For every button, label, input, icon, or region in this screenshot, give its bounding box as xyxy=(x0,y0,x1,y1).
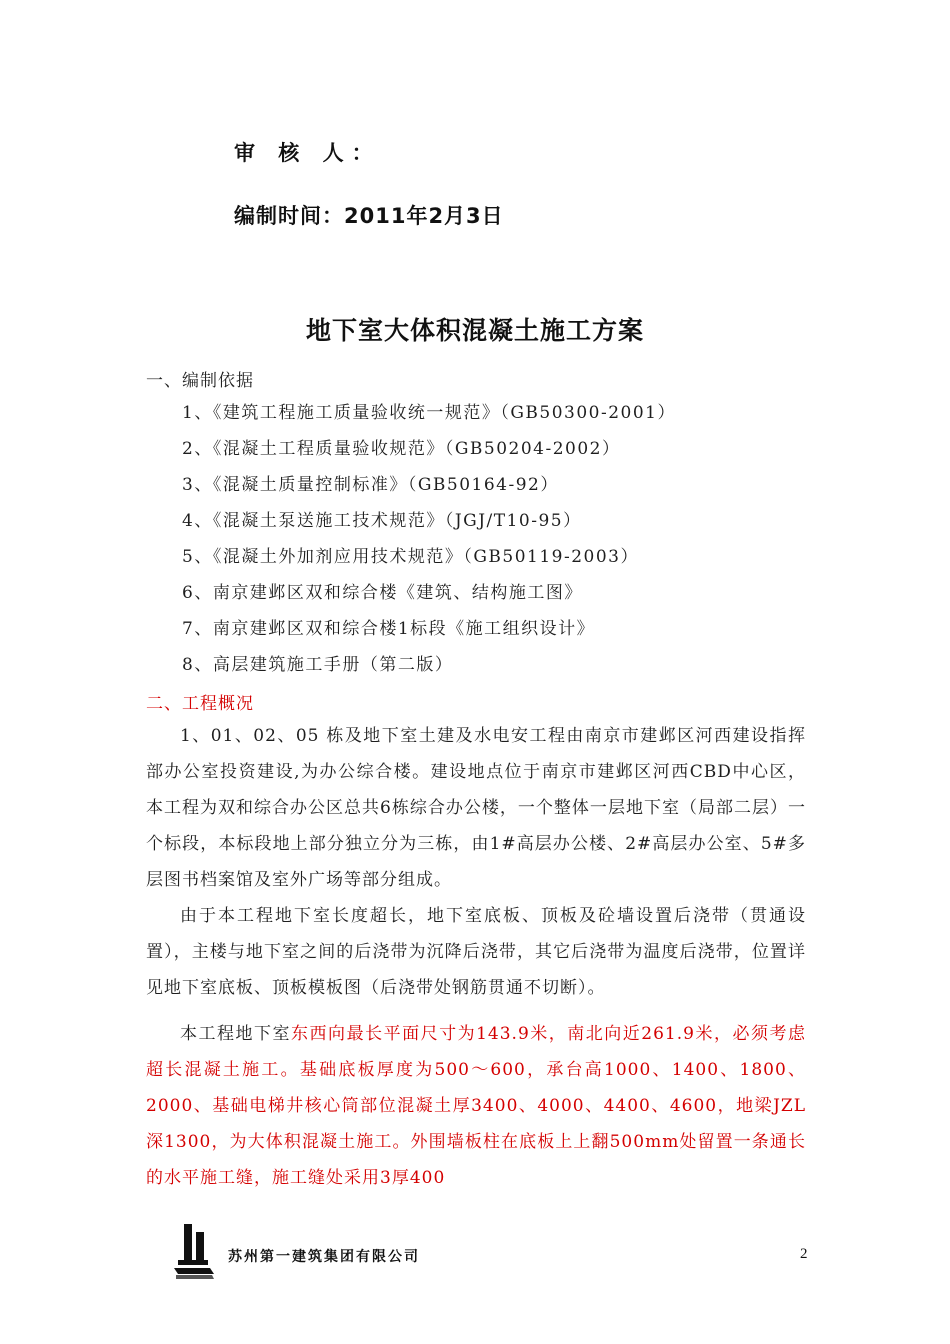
compile-date-label: 编制时间：2011年2月3日 xyxy=(234,204,504,228)
company-logo-icon xyxy=(172,1222,216,1280)
page-number: 2 xyxy=(800,1246,808,1262)
list-item: 6、南京建邺区双和综合楼《建筑、结构施工图》 xyxy=(182,583,583,603)
list-item: 1、《建筑工程施工质量验收统一规范》（GB50300-2001） xyxy=(182,403,676,423)
list-item: 8、高层建筑施工手册（第二版） xyxy=(182,655,454,675)
paragraph-text: 本工程地下室 xyxy=(180,1024,292,1044)
highlighted-paragraph-text: 东西向最长平面尺寸为143.9米，南北向近261.9米，必须考虑超长混凝土施工。基础底板厚度为500～600，承台高1000、1400、1800、2000、基础电梯井核心筒部位混凝土厚3400、4000、4400、4600，地梁JZL深1300，为大体积混凝土施工。外围墙板柱在底板上上翻500mm处留置一条通长的水平施工缝，施工缝处采用3厚400 xyxy=(146,1024,807,1188)
list-item: 4、《混凝土泵送施工技术规范》（JGJ/T10-95） xyxy=(182,511,582,531)
list-item: 7、南京建邺区双和综合楼1标段《施工组织设计》 xyxy=(182,619,596,639)
reference-list xyxy=(182,402,676,690)
section-heading-basis: 一、编制依据 xyxy=(146,371,254,391)
reviewer-label: 审 核 人： xyxy=(234,141,381,165)
footer-company-name: 苏州第一建筑集团有限公司 xyxy=(228,1249,420,1265)
overview-paragraph-1: 1、01、02、05 栋及地下室土建及水电安工程由南京市建邺区河西建设指挥部办公室投资建设,为办公综合楼。建设地点位于南京市建邺区河西CBD中心区，本工程为双和综合办公区总共6栋综合办公楼，一个整体一层地下室（局部二层）一个标段，本标段地上部分独立分为三栋，由1#高层办公楼、2#高层办公室、5#多层图书档案馆及室外广场等部分组成。 xyxy=(146,726,806,890)
document-title: 地下室大体积混凝土施工方案 xyxy=(305,316,644,345)
list-item: 3、《混凝土质量控制标准》（GB50164-92） xyxy=(182,475,559,495)
section-heading-overview: 二、工程概况 xyxy=(146,694,254,714)
list-item: 5、《混凝土外加剂应用技术规范》（GB50119-2003） xyxy=(182,547,639,567)
overview-paragraph-2: 由于本工程地下室长度超长，地下室底板、顶板及砼墙设置后浇带（贯通设置），主楼与地下室之间的后浇带为沉降后浇带，其它后浇带为温度后浇带，位置详见地下室底板、顶板模板图（后浇带处钢筋贯通不切断）。 xyxy=(146,906,806,998)
overview-paragraph-3 xyxy=(146,1016,806,1196)
list-item: 2、《混凝土工程质量验收规范》（GB50204-2002） xyxy=(182,439,621,459)
